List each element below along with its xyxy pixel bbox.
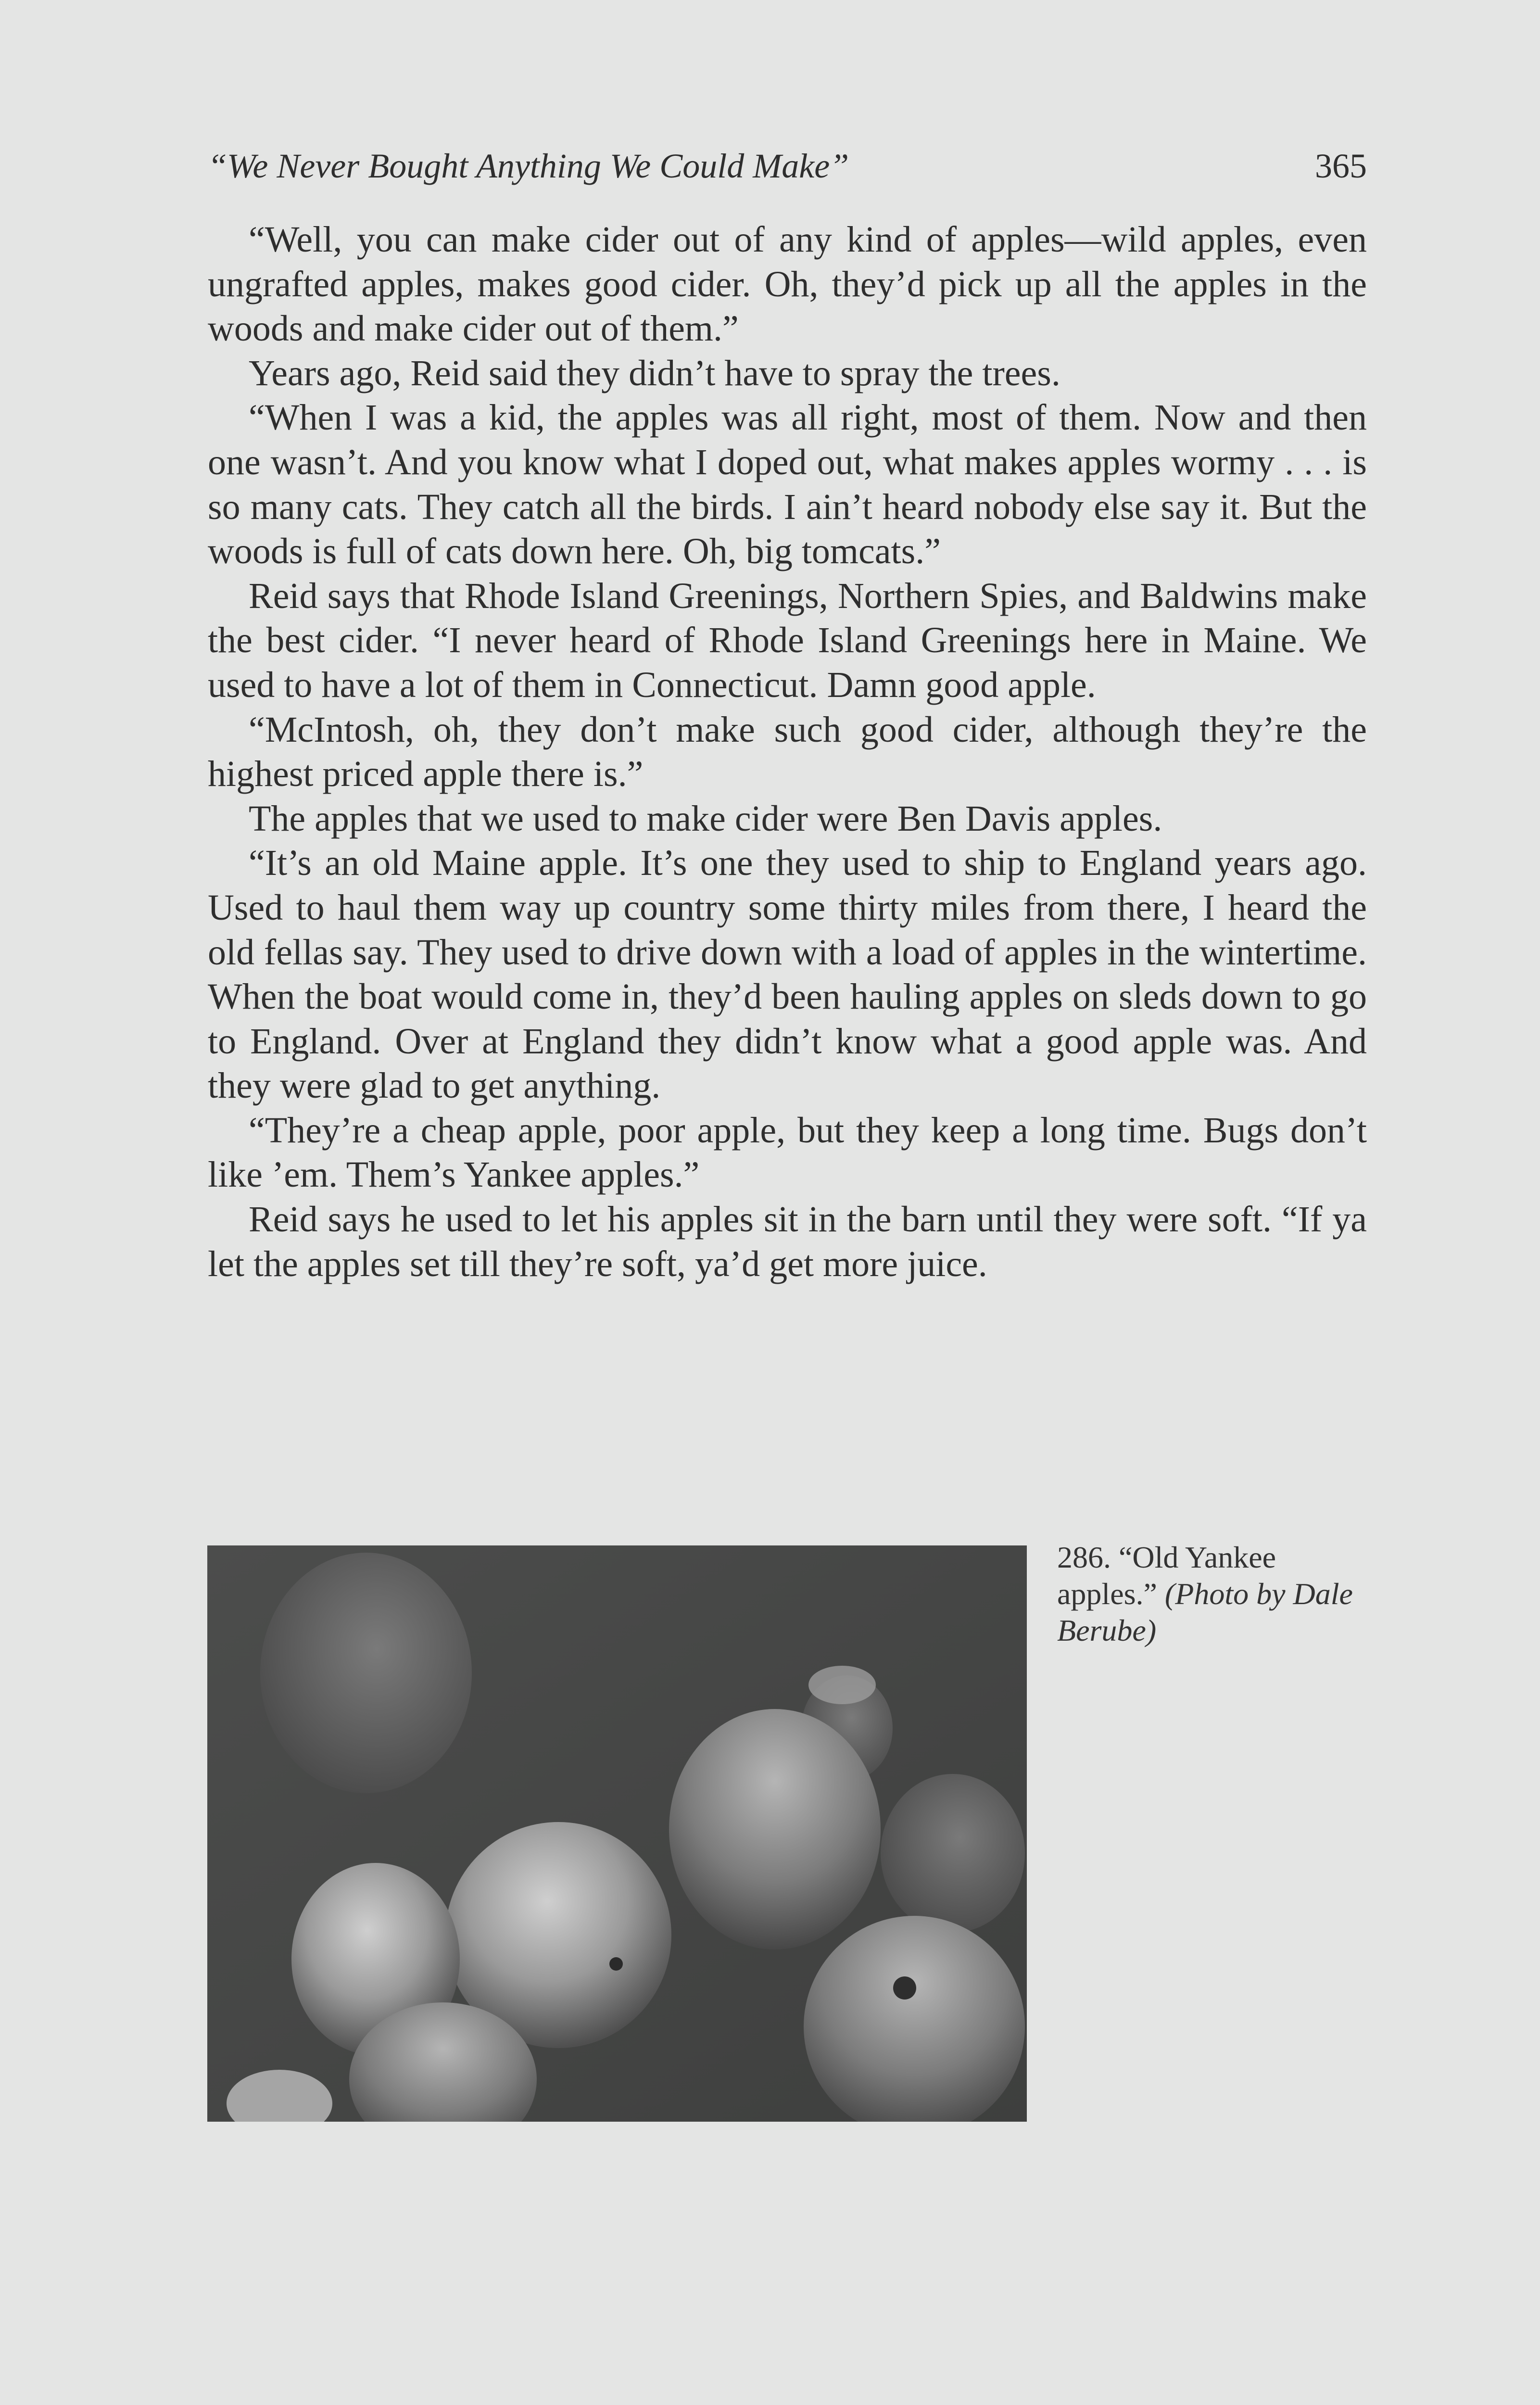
paragraph: “It’s an old Maine apple. It’s one they used to ship to England years ago. Used to haul them way up country some thirty miles from there, I heard the old fellas say. They used to drive down with a load of apples in the wintertime. When the boat would come in, they’d been hauling apples on sleds down to go to England. Over at England they didn’t know what a good apple was. And they were glad to get anything. — [208, 843, 1367, 1106]
apples-photo — [207, 1545, 1027, 2122]
paragraph: “McIntosh, oh, they don’t make such good cider, although they’re the highest priced apple there is.” — [208, 709, 1367, 795]
paragraph: Years ago, Reid said they didn’t have to spray the trees. — [249, 353, 1060, 393]
running-head — [208, 139, 1367, 192]
caption-credit: (Photo by Dale Berube) — [1057, 1577, 1353, 1647]
paragraph: “They’re a cheap apple, poor apple, but they keep a long time. Bugs don’t like ’em. Them’s Yankee apples.” — [208, 1110, 1367, 1195]
paragraph: “When I was a kid, the apples was all right, most of them. Now and then one wasn’t. And you know what I doped out, what makes apples wormy . . . is so many cats. They catch all the birds. I ain’t heard nobody else say it. But the woods is full of cats down here. Oh, big tomcats.” — [208, 397, 1367, 572]
figure-photo — [207, 1545, 1027, 2122]
page-number: 365 — [1315, 147, 1367, 185]
paragraph: The apples that we used to make cider were Ben Davis apples. — [249, 798, 1162, 839]
body-text — [208, 217, 1367, 1286]
chapter-title: “We Never Bought Anything We Could Make” — [208, 147, 849, 185]
paragraph: Reid says that Rhode Island Greenings, Northern Spies, and Baldwins make the best cider. “I never heard of Rhode Island Greenings here in Maine. We used to have a lot of them in Connecticut. Damn good apple. — [208, 575, 1367, 705]
figure-caption — [1057, 1539, 1375, 1649]
caption-text: 286. “Old Yankee apples.” — [1057, 1540, 1276, 1611]
apple — [260, 1553, 472, 1793]
paragraph: “Well, you can make cider out of any kind of apples—wild apples, even ungrafted apples, makes good cider. Oh, they’d pick up all the apples in the woods and make cider out of them.” — [208, 219, 1367, 349]
paragraph: Reid says he used to let his apples sit in the barn until they were soft. “If ya let the apples set till they’re soft, ya’d get more juice. — [208, 1199, 1367, 1284]
